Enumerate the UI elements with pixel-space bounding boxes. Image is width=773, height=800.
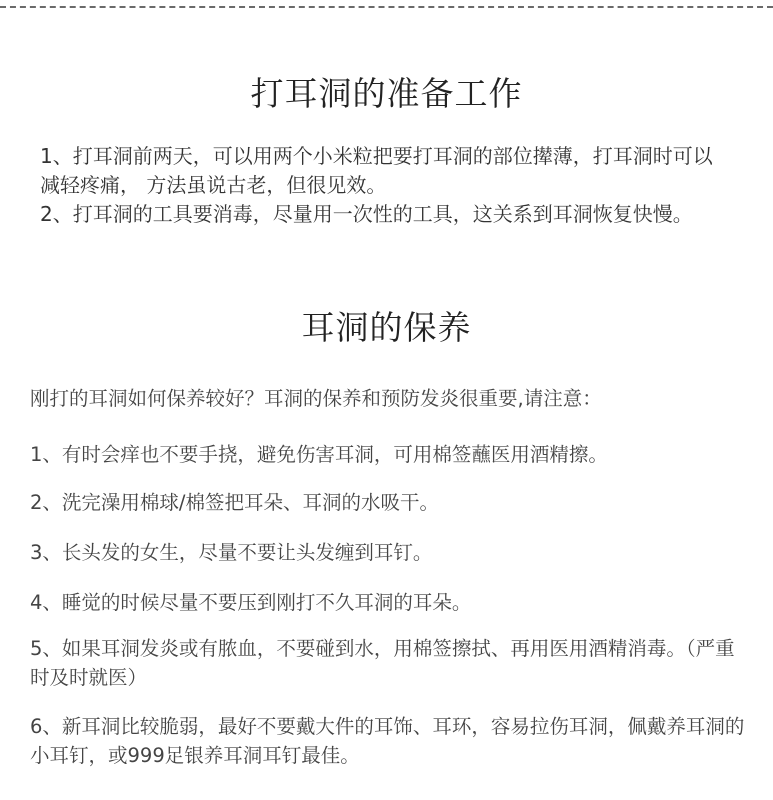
care-item-2: 2、洗完澡用棉球/棉签把耳朵、耳洞的水吸干。 xyxy=(30,491,439,514)
care-item-4: 4、睡觉的时候尽量不要压到刚打不久耳洞的耳朵。 xyxy=(30,591,472,614)
preparation-paragraph-2: 2、打耳洞的工具要消毒，尽量用一次性的工具，这关系到耳洞恢复快慢。 xyxy=(40,202,693,226)
dashed-divider xyxy=(0,6,773,8)
preparation-paragraph-1: 1、打耳洞前两天，可以用两个小米粒把要打耳洞的部位撵薄，打耳洞时可以减轻疼痛， 方法虽说古老，但很见效。 xyxy=(40,144,713,197)
care-item-5: 5、如果耳洞发炎或有脓血，不要碰到水，用棉签擦拭、再用医用酒精消毒。（严重时及时就医） xyxy=(30,637,735,689)
section-title-preparation: 打耳洞的准备工作 xyxy=(250,74,523,113)
care-item-6: 6、新耳洞比较脆弱，最好不要戴大件的耳饰、耳环，容易拉伤耳洞，佩戴养耳洞的小耳钉，或999足银养耳洞耳钉最佳。 xyxy=(30,715,745,767)
section-title-care: 耳洞的保养 xyxy=(301,308,472,347)
care-item-1: 1、有时会痒也不要手挠，避免伤害耳洞，可用棉签蘸医用酒精擦。 xyxy=(30,443,608,466)
care-intro: 刚打的耳洞如何保养较好？耳洞的保养和预防发炎很重要,请注意： xyxy=(30,387,602,410)
preparation-content xyxy=(40,142,730,229)
care-item-3: 3、长头发的女生，尽量不要让头发缠到耳钉。 xyxy=(30,541,433,564)
